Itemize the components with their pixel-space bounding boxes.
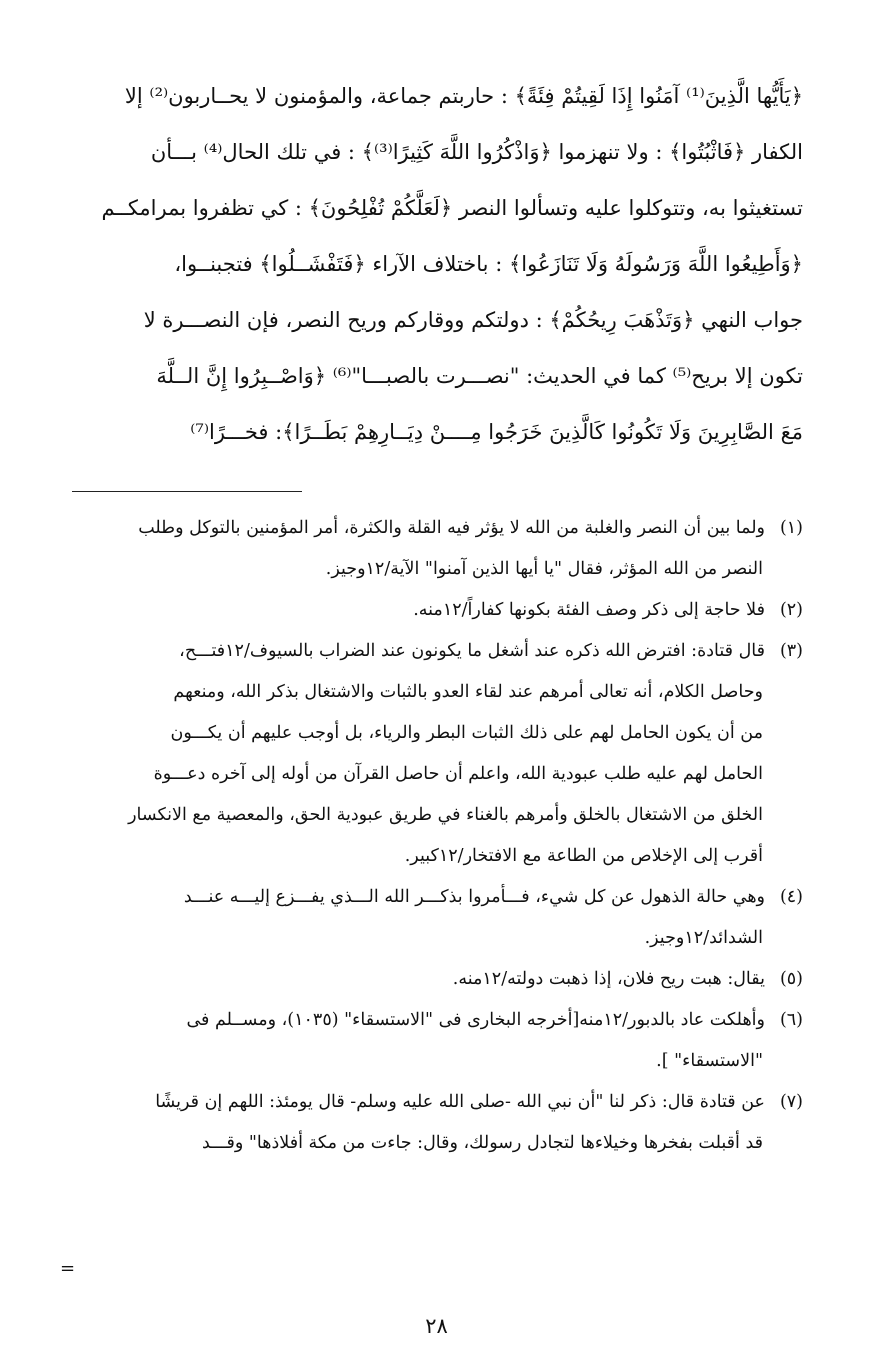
main-line: مَعَ الصَّابِرِينَ وَلَا تَكُونُوا كَالَّذِينَ خَرَجُوا مِــــنْ دِيَــارِهِمْ بَطَــرًا﴾: فخـــرًا⁽⁷⁾	[190, 420, 803, 444]
footnote	[63, 1000, 803, 1082]
page-number: ٢٨	[425, 1314, 448, 1338]
footnote-line: ولما بين أن النصر والغلبة من الله لا يؤثر فيه القلة والكثرة، أمر المؤمنين بالتوكل وطلب	[138, 518, 765, 538]
main-line: تكون إلا بريح⁽⁵⁾ كما في الحديث: "نصـــرت بالصبـــا"⁽⁶⁾ ﴿وَاصْــبِرُوا إِنَّ الــلَّهَ	[156, 364, 803, 388]
footnote	[63, 877, 803, 959]
footnote-line: أقرب إلى الإخلاص من الطاعة مع الافتخار/١٢كبير.	[404, 846, 763, 866]
footnote-line: الحامل لهم عليه طلب عبودية الله، واعلم أن حاصل القرآن من أوله إلى آخره دعـــوة	[153, 764, 763, 784]
main-line: ﴿وَأَطِيعُوا اللَّهَ وَرَسُولَهُ وَلَا تَنَازَعُوا﴾ : باختلاف الآراء ﴿فَتَفْشَــلُوا﴾ فتجبنــوا،	[174, 252, 803, 276]
footnote-line: وحاصل الكلام، أنه تعالى أمرهم عند لقاء العدو بالثبات والاشتغال بذكر الله، ومنعهم	[173, 682, 763, 702]
footnote-number: (٥)	[779, 969, 803, 989]
footnote-line: وهي حالة الذهول عن كل شيء، فـــأمروا بذكـــر الله الـــذي يفـــزع إليـــه عنـــد	[183, 887, 765, 907]
footnote	[63, 1082, 803, 1164]
main-line: الكفار ﴿فَاثْبُتُوا﴾ : ولا تنهزموا ﴿وَاذْكُرُوا اللَّهَ كَثِيرًا⁽³⁾﴾ : في تلك الحال⁽⁴⁾ بـــأن	[150, 140, 803, 164]
footnote-line: يقال: هبت ريح فلان، إذا ذهبت دولته/١٢منه.	[452, 969, 765, 989]
footnote-number: (٦)	[779, 1010, 803, 1030]
footnote-number: (١)	[779, 518, 803, 538]
footnote-line: النصر من الله المؤثر، فقال "يا أيها الذين آمنوا" الآية/١٢وجيز.	[325, 559, 763, 579]
continuation-mark: =	[60, 1258, 76, 1279]
footnote-line: قد أقبلت بفخرها وخيلاءها لتجادل رسولك، وقال: جاءت من مكة أفلاذها" وقـــد	[201, 1133, 763, 1153]
footnote-separator	[72, 491, 302, 492]
main-line: تستغيثوا به، وتتوكلوا عليه وتسألوا النصر ﴿لَعَلَّكُمْ تُفْلِحُونَ﴾ : كي تظفروا بمرامكــم	[101, 196, 803, 220]
main-line: جواب النهي ﴿وَتَذْهَبَ رِيحُكُمْ﴾ : دولتكم ووقاركم وريح النصر، فإن النصـــرة لا	[143, 308, 803, 332]
footnote-number: (٤)	[779, 887, 803, 907]
footnote-line: من أن يكون الحامل لهم على ذلك الثبات البطر والرياء، بل أوجب عليهم أن يكـــون	[170, 723, 763, 743]
main-line: ﴿يَأَيُّها الَّذِينَ⁽¹⁾ آمَنُوا إِذَا لَقِيتُمْ فِئَةً﴾ : حاربتم جماعة، والمؤمنون لا يحــاربون⁽²⁾ إلا	[124, 84, 803, 108]
footnotes	[63, 508, 803, 1164]
footnote	[63, 590, 803, 631]
footnote-line: وأهلكت عاد بالدبور/١٢منه[أخرجه البخارى فى "الاستسقاء" (١٠٣٥)، ومســلم فى	[186, 1010, 765, 1030]
main-text	[68, 68, 803, 460]
footnote-line: قال قتادة: افترض الله ذكره عند أشغل ما يكونون عند الضراب بالسيوف/١٢فتـــح،	[179, 641, 765, 661]
footnote-line: الخلق من الاشتغال بالخلق وأمرهم بالغناء في طريق عبودية الحق، والمعصية مع الانكسار	[128, 805, 763, 825]
footnote	[63, 631, 803, 877]
footnote-number: (٣)	[779, 641, 803, 661]
footnote-line: الشدائد/١٢وجيز.	[644, 928, 763, 948]
footnote-number: (٧)	[779, 1092, 803, 1112]
footnote-line: فلا حاجة إلى ذكر وصف الفئة بكونها كفاراً/١٢منه.	[413, 600, 765, 620]
footnote-line: "الاستسقاء" ].	[656, 1051, 763, 1071]
footnote	[63, 508, 803, 590]
footnote-number: (٢)	[779, 600, 803, 620]
footnote-line: عن قتادة قال: ذكر لنا "أن نبي الله -صلى الله عليه وسلم- قال يومئذ: اللهم إن قريشًا	[155, 1092, 765, 1112]
footnote	[63, 959, 803, 1000]
